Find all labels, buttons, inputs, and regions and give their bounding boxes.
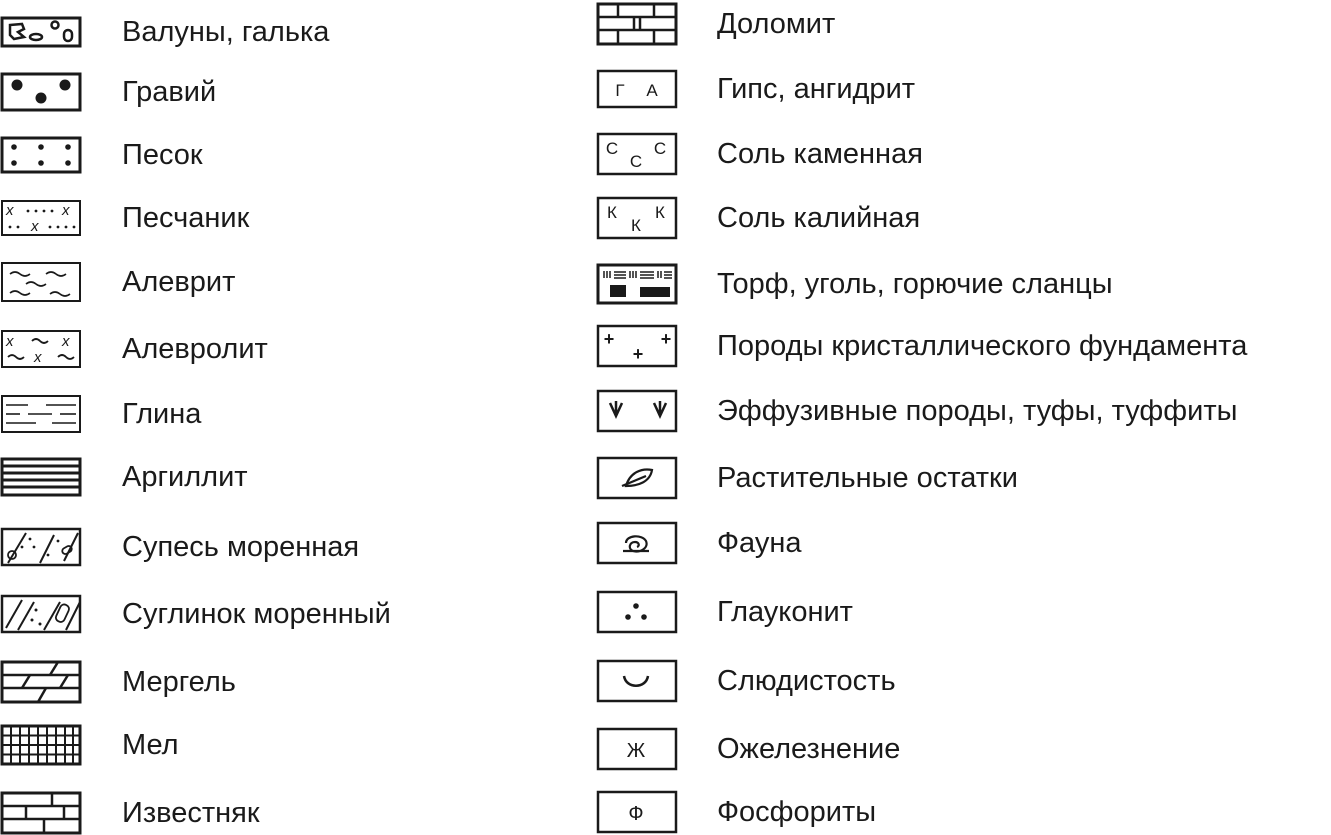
legend-label: Соль калийная bbox=[717, 202, 921, 234]
potash-letter-2: К bbox=[631, 216, 641, 235]
sandstone-icon bbox=[0, 196, 82, 240]
potash-salt-icon bbox=[596, 196, 678, 240]
legend-item-clay bbox=[0, 392, 201, 436]
chalk-icon bbox=[0, 723, 82, 767]
boulders-pebbles-icon bbox=[0, 10, 82, 54]
svg-text:x: x bbox=[62, 333, 70, 350]
legend-item-marl bbox=[0, 660, 236, 704]
legend-item-chalk bbox=[0, 723, 179, 767]
gypsum-anhydrite-icon bbox=[596, 67, 678, 111]
legend-label: Растительные остатки bbox=[717, 462, 1018, 494]
moraine-sandy-loam-icon bbox=[0, 525, 82, 569]
fauna-icon bbox=[596, 521, 678, 565]
clay-icon bbox=[0, 392, 82, 436]
potash-letter-3: К bbox=[655, 203, 665, 222]
legend-item-moraine-sandy-loam bbox=[0, 525, 359, 569]
legend-item-mica bbox=[596, 659, 896, 703]
legend-label: Песок bbox=[122, 139, 203, 171]
rock-salt-icon bbox=[596, 132, 678, 176]
sand-icon bbox=[0, 133, 82, 177]
legend-item-plant-remains bbox=[596, 456, 1018, 500]
legend-item-limestone bbox=[0, 791, 260, 835]
legend-label: Слюдистость bbox=[717, 665, 896, 697]
legend-item-dolomite bbox=[596, 2, 835, 46]
legend-label: Фауна bbox=[717, 527, 802, 559]
ferruginization-letter: Ж bbox=[626, 740, 646, 762]
ferruginization-icon bbox=[596, 727, 678, 771]
svg-text:x: x bbox=[6, 202, 14, 219]
svg-text:+: + bbox=[660, 329, 672, 349]
limestone-icon bbox=[0, 791, 82, 835]
effusive-rocks-icon bbox=[596, 389, 678, 433]
legend-label: Породы кристаллического фундамента bbox=[717, 330, 1248, 362]
legend-item-argillite bbox=[0, 455, 248, 499]
peat-coal-icon bbox=[596, 262, 678, 306]
legend-label: Суглинок моренный bbox=[122, 598, 391, 630]
svg-text:x: x bbox=[6, 333, 14, 350]
legend-label: Валуны, галька bbox=[122, 16, 330, 48]
legend-item-ferruginization bbox=[596, 727, 900, 771]
salt-letter-1: С bbox=[605, 139, 619, 158]
moraine-loam-icon bbox=[0, 592, 82, 636]
legend-label: Соль каменная bbox=[717, 138, 923, 170]
dolomite-icon bbox=[596, 2, 678, 46]
siltstone-loose-icon bbox=[0, 260, 82, 304]
legend-item-fauna bbox=[596, 521, 802, 565]
legend-item-gravel bbox=[0, 70, 216, 114]
legend-label: Известняк bbox=[122, 797, 260, 829]
legend-item-siltstone-loose bbox=[0, 260, 235, 304]
legend-label: Фосфориты bbox=[717, 796, 877, 828]
svg-text:x: x bbox=[31, 218, 39, 235]
legend-item-effusive-rocks bbox=[596, 389, 1237, 433]
svg-text:x: x bbox=[62, 202, 70, 219]
anhydrite-letter: А bbox=[646, 81, 658, 100]
aleurolite-icon bbox=[0, 327, 82, 371]
legend-label: Супесь моренная bbox=[122, 531, 360, 563]
legend-label: Мергель bbox=[122, 666, 236, 698]
legend-item-potash-salt bbox=[596, 196, 920, 240]
legend-item-crystalline-basement bbox=[596, 324, 1247, 368]
svg-text:+: + bbox=[603, 329, 615, 349]
legend-item-glauconite bbox=[596, 590, 853, 634]
legend-label: Песчаник bbox=[122, 202, 250, 234]
svg-text:+: + bbox=[632, 344, 644, 364]
legend-item-boulders-pebbles bbox=[0, 10, 329, 54]
legend-label: Ожелезнение bbox=[717, 733, 901, 765]
legend-label: Гипс, ангидрит bbox=[717, 73, 916, 105]
legend-label: Торф, уголь, горючие сланцы bbox=[717, 268, 1113, 300]
legend-item-moraine-loam bbox=[0, 592, 391, 636]
argillite-icon bbox=[0, 455, 82, 499]
potash-letter-1: К bbox=[607, 203, 617, 222]
salt-letter-2: С bbox=[629, 152, 643, 171]
crystalline-basement-icon bbox=[596, 324, 678, 368]
legend-item-rock-salt bbox=[596, 132, 923, 176]
phosphorites-letter: Ф bbox=[628, 803, 644, 825]
marl-icon bbox=[0, 660, 82, 704]
legend-item-sand bbox=[0, 133, 203, 177]
legend-label: Глауконит bbox=[717, 596, 853, 628]
legend-label: Алевролит bbox=[122, 333, 268, 365]
gravel-icon bbox=[0, 70, 82, 114]
legend-item-peat-coal bbox=[596, 262, 1113, 306]
legend-label: Глина bbox=[122, 398, 202, 430]
legend-label: Эффузивные породы, туфы, туффиты bbox=[717, 395, 1238, 427]
legend-item-gypsum-anhydrite bbox=[596, 67, 915, 111]
legend-label: Мел bbox=[122, 729, 179, 761]
legend-item-phosphorites bbox=[596, 790, 876, 834]
legend-label: Гравий bbox=[122, 76, 217, 108]
legend-label: Аргиллит bbox=[122, 461, 248, 493]
mica-icon bbox=[596, 659, 678, 703]
gypsum-letter: Г bbox=[615, 81, 625, 100]
phosphorites-icon bbox=[596, 790, 678, 834]
svg-text:x: x bbox=[34, 349, 42, 366]
salt-letter-3: С bbox=[653, 139, 667, 158]
legend-label: Алеврит bbox=[122, 266, 236, 298]
legend-item-sandstone bbox=[0, 196, 249, 240]
legend-item-aleurolite bbox=[0, 327, 268, 371]
legend-label: Доломит bbox=[717, 8, 836, 40]
plant-remains-icon bbox=[596, 456, 678, 500]
glauconite-icon bbox=[596, 590, 678, 634]
